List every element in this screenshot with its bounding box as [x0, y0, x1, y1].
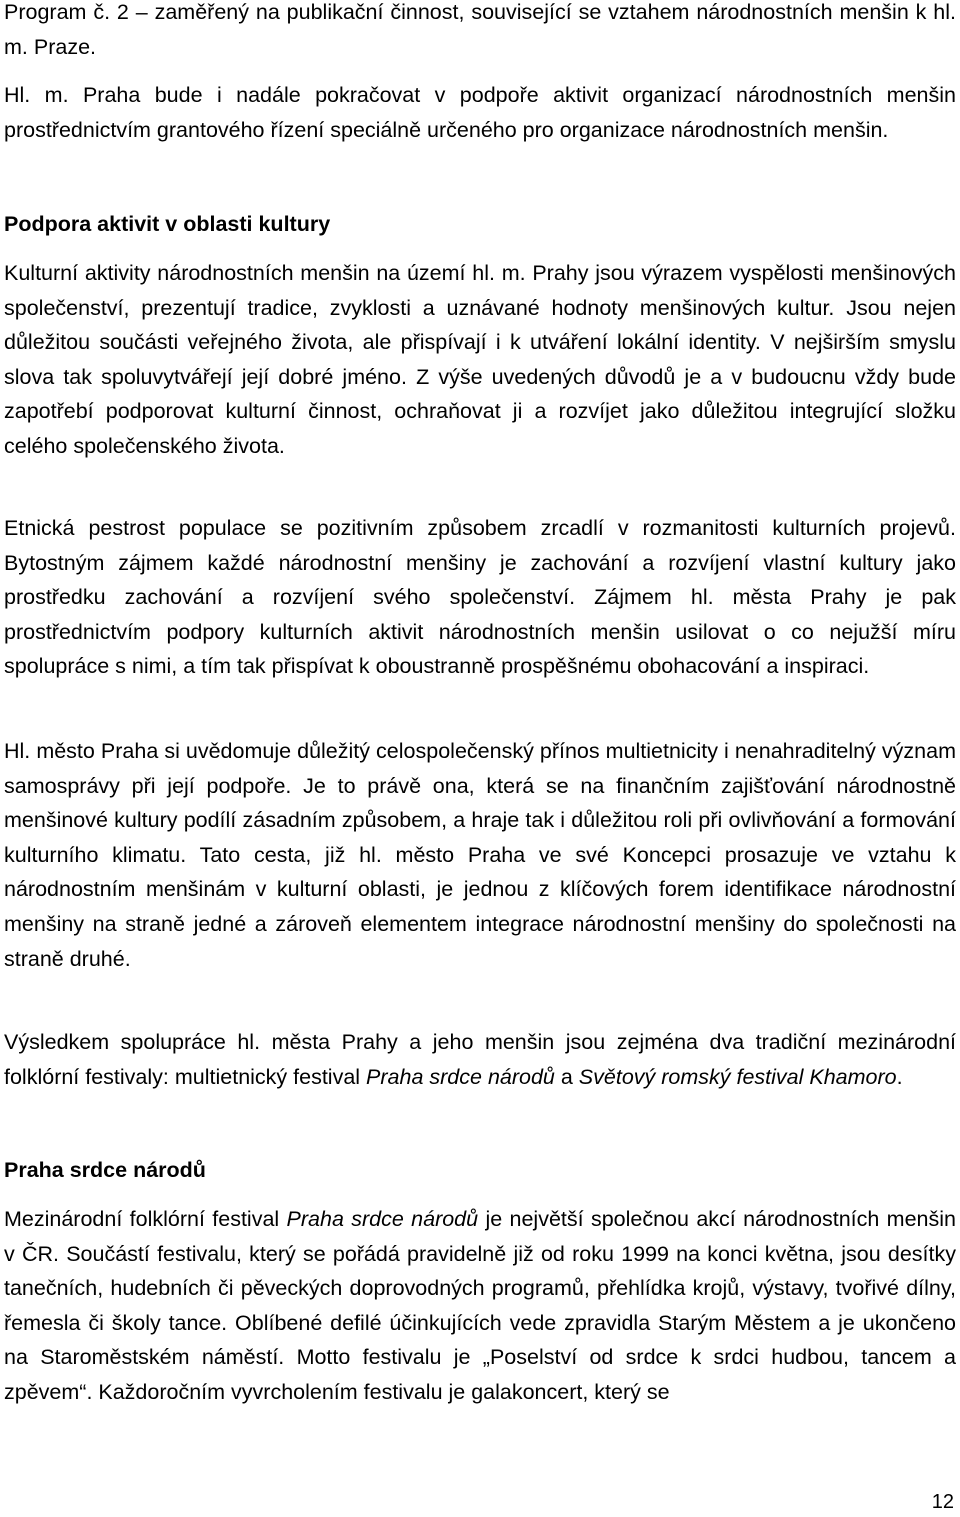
page-number: 12	[931, 1491, 954, 1513]
paragraph-multiethnicity: Hl. město Praha si uvědomuje důležitý celospolečenský přínos multietnicity i nenahraditelný význam samosprávy při její podpoře. Je to právě ona, která se na finančním zajišťování národnostně menšinové kultury podílí zásadním způsobem, a hraje tak i důležitou roli při ovlivňování a formování kulturního klimatu. Tato cesta, již hl. město Praha ve své Koncepci prosazuje ve vztahu k národnostním menšinám v kulturní oblasti, je jednou z klíčových forem identifikace národnostní menšiny na straně jedné a zároveň elementem integrace národnostní menšiny do společnosti na straně druhé.	[4, 739, 956, 971]
festival-name-khamoro: Světový romský festival Khamoro	[578, 1064, 897, 1089]
festival-name-praha: Praha srdce národů	[366, 1064, 555, 1089]
praha-festival-text-1: Mezinárodní folklórní festival	[4, 1207, 287, 1231]
festivals-text-3: .	[896, 1064, 903, 1089]
heading-culture-support: Podpora aktivit v oblasti kultury	[4, 212, 331, 236]
paragraph-cultural-activities: Kulturní aktivity národnostních menšin na území hl. m. Prahy jsou výrazem vyspělosti menšinových společenství, prezentují tradice, zvyklosti a uznávané hodnoty menšinových kultur. Jsou nejen důležitou součásti veřejného života, ale přispívají i k utváření lokální identity. V nejširším smyslu slova tak spoluvytvářejí její dobré jméno. Z výše uvedených důvodů je a v budoucnu vždy bude zapotřebí podporovat kulturní činnost, ochraňovat ji a rozvíjet jako důležitou integrující složku celého společenského života.	[4, 261, 956, 458]
paragraph-festivals	[4, 1025, 956, 1094]
praha-festival-name: Praha srdce národů	[286, 1207, 479, 1231]
paragraph-ethnic-diversity: Etnická pestrost populace se pozitivním způsobem zrcadlí v rozmanitosti kulturních projevů. Bytostným zájmem každé národnostní menšiny je zachování a rozvíjení vlastní kultury jako prostředku zachování a rozvíjení svého společenství. Zájmem hl. města Prahy je pak prostřednictvím podpory kulturních aktivit národnostních menšin usilovat o co nejužší míru spolupráce s nimi, a tím tak přispívat k oboustranně prospěšnému obohacování a inspiraci.	[4, 516, 956, 679]
festivals-text-1: Výsledkem spolupráce hl. města Prahy a jeho menšin jsou zejména dva tradiční mezinárodní folklórní festivaly: multietnický festival	[4, 1030, 956, 1089]
paragraph-grant-support: Hl. m. Praha bude i nadále pokračovat v podpoře aktivit organizací národnostních menšin prostřednictvím grantového řízení speciálně určeného pro organizace národnostních menšin.	[4, 83, 956, 142]
heading-praha-srdce-narodu: Praha srdce národů	[4, 1158, 206, 1182]
festivals-text-2: a	[554, 1064, 579, 1089]
praha-festival-text-2: je největší společnou akcí národnostních menšin v ČR. Součástí festivalu, který se pořádá pravidelně již od roku 1999 na konci května, jsou desítky tanečních, hudebních či pěveckých doprovodných programů, přehlídka krojů, výstavy, tvořivé dílny, řemesla či školy tance. Oblíbené defilé účinkujících vede zpravidla Starým Městem a je ukončeno na Staroměstském náměstí. Motto festivalu je „Poselství od srdce k srdci hudbou, tancem a zpěvem“. Každoročním vyvrcholením festivalu je galakoncert, který se	[4, 1207, 956, 1404]
paragraph-praha-festival	[4, 1202, 956, 1410]
paragraph-program-2: Program č. 2 – zaměřený na publikační činnost, související se vztahem národnostních menšin k hl. m. Praze.	[4, 0, 956, 59]
